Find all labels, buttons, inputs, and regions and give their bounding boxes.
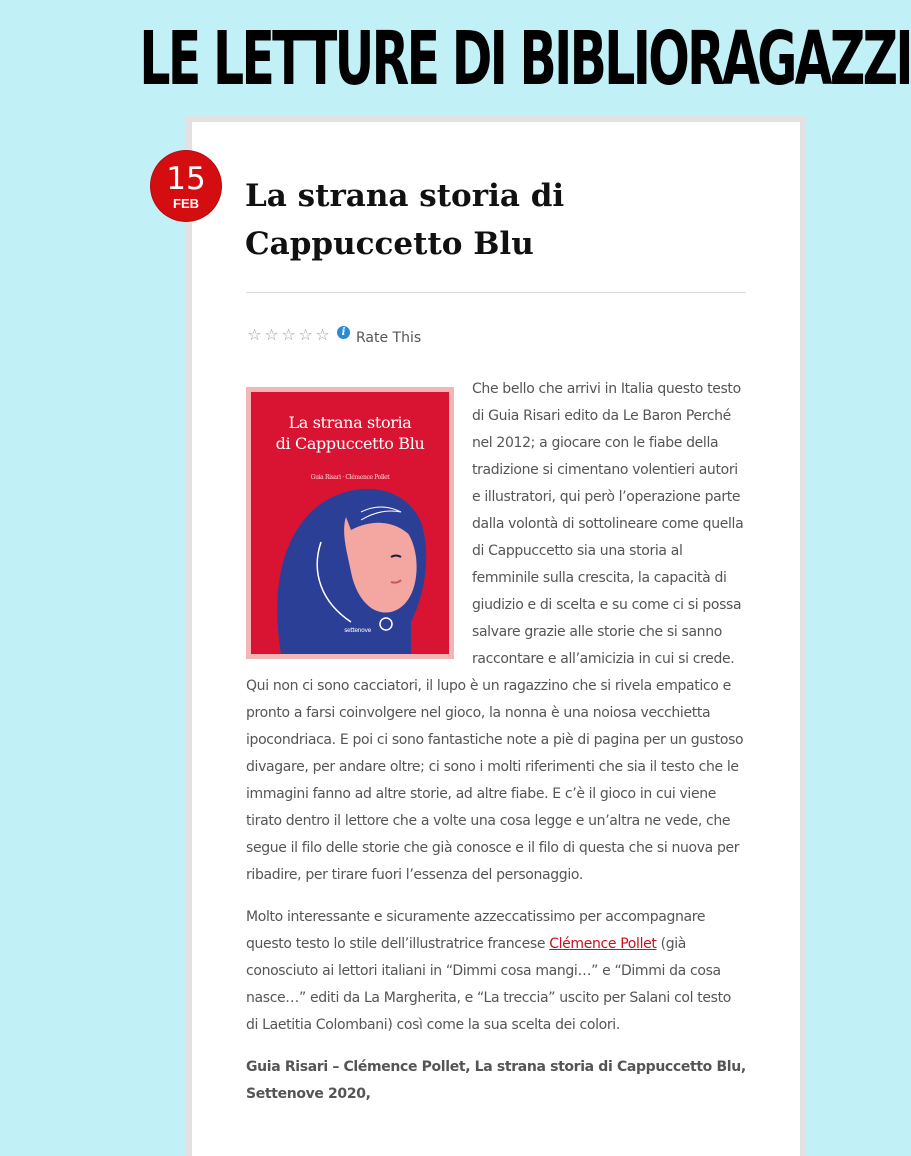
cover-authors: Guia Risari · Clémence Pollet (310, 474, 390, 481)
cover-publisher-logo: settenove (344, 627, 371, 634)
post-title[interactable]: La strana storia di Cappuccetto Blu (245, 178, 565, 262)
book-cover-image[interactable] (246, 387, 454, 659)
paragraph-intro: Che bello che arrivi in Italia questo testo di Guia Risari edito da Le Baron Perché nel 2012; a giocare con le fiabe della tradizione si cimentano volentieri autori e illustratori, qui però l’operazione parte dalla volontà di sottolineare come quella di Cappuccetto sia una storia al femminile sulla crescita, la capacità di giudizio e di scelta e su come ci si possa salvare grazie alle storie che si sanno raccontare e all’amicizia in cui si crede. Qui non ci sono cacciatori, il lupo è un ragazzino che si rivela empatico e pronto a farsi coinvolgere nel gioco, la nonna è una noiosa vecchietta ipocondriaca. E poi ci sono fantastiche note a piè di pagina per un gustoso divagare, per andare oltre; ci sono i molti riferimenti che sia il testo che le immagini fanno ad altre storie, ad altre fiabe. E c’è il gioco in cui viene tirato dentro il lettore che a volte una cosa legge e un’altra ne vede, che segue il filo delle storie che già conosce e il filo di questa che si nuova per ribadire, per tirare fuori l’essenza del personaggio. (246, 381, 744, 883)
star-icon[interactable]: ☆ (298, 325, 313, 344)
star-icon[interactable]: ☆ (281, 325, 296, 344)
title-divider (246, 292, 746, 293)
post-content (246, 376, 746, 1123)
paragraph-illustrator: Molto interessante e sicuramente azzeccatissimo per accompagnare questo testo lo stile dell’illustratrice francese Clémence Pollet (già conosciuto ai lettori italiani in “Dimmi cosa mangi…” e “Dimmi da cosa nasce…” editi da La Margherita, e “La treccia” uscito per Salani col testo di Laetitia Colombani) così come la sua scelta dei colori. (246, 909, 731, 1033)
info-icon[interactable]: i (337, 326, 350, 339)
book-credit: Guia Risari – Clémence Pollet, La strana storia di Cappuccetto Blu, Settenove 2020, (246, 1059, 746, 1102)
star-icon[interactable]: ☆ (315, 325, 330, 344)
date-month: FEB (173, 196, 199, 211)
rating-widget (246, 320, 421, 350)
illustrator-link[interactable]: Clémence Pollet (549, 936, 657, 952)
cover-title: La strana storia di Cappuccetto Blu (275, 413, 425, 453)
date-day: 15 (166, 161, 206, 197)
site-title[interactable]: LE LETTURE DI BIBLIORAGAZZI (139, 16, 911, 102)
date-badge (151, 151, 221, 221)
star-icon[interactable]: ☆ (264, 325, 279, 344)
star-icon[interactable]: ☆ (247, 325, 262, 344)
rate-this-label: Rate This (356, 330, 422, 346)
